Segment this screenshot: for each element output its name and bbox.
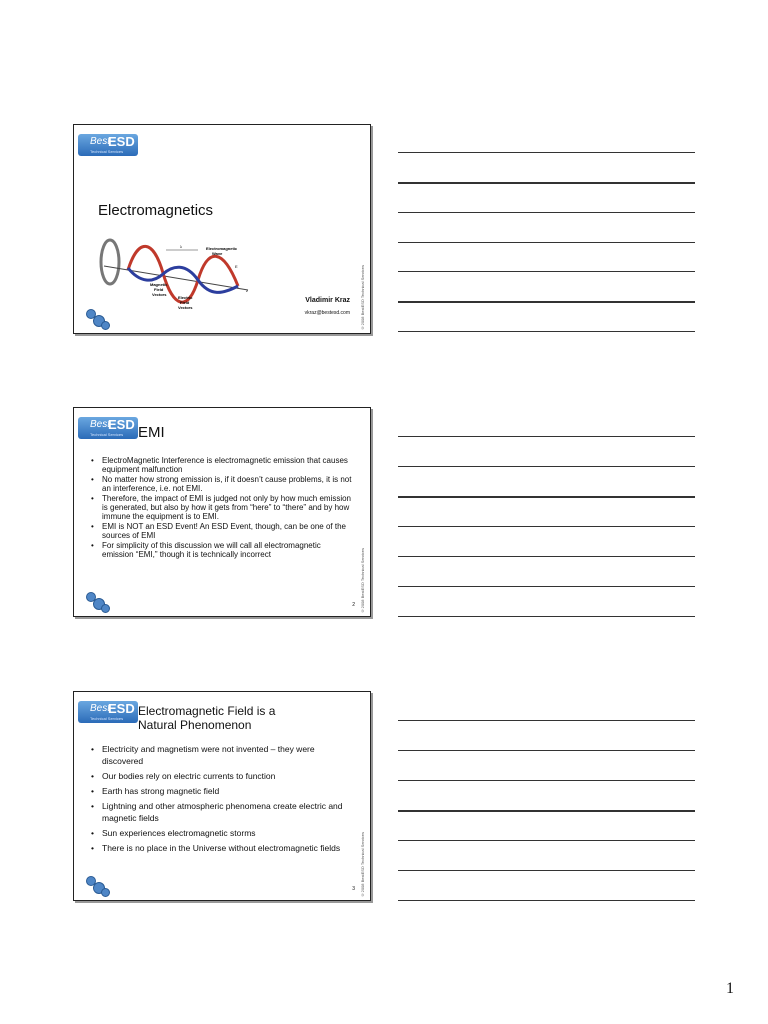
note-line: [398, 436, 695, 437]
slide-title-line2: Natural Phenomenon: [138, 718, 252, 732]
svg-text:Field: Field: [180, 300, 190, 305]
list-item: • Lightning and other atmospheric phenomena create electric and magnetic fields: [90, 800, 352, 824]
author-name: Vladimir Kraz: [305, 297, 350, 304]
note-line: [398, 152, 695, 153]
list-item: • Earth has strong magnetic field: [90, 785, 352, 797]
list-item: • Electricity and magnetism were not invented – they were discovered: [90, 743, 352, 767]
note-line: [398, 720, 695, 721]
note-line: [398, 212, 695, 213]
slide-number: 3: [352, 886, 355, 892]
gears-icon: [86, 309, 108, 329]
bestesd-logo: Best ESD Technical Services: [78, 134, 138, 156]
bestesd-logo: Best ESD Technical Services: [78, 701, 138, 723]
slide-1: [73, 124, 371, 334]
note-line: [398, 271, 695, 272]
slide-number: 2: [352, 602, 355, 608]
note-line: [398, 496, 695, 498]
bullet-list: [90, 456, 352, 560]
note-line: [398, 466, 695, 467]
note-line: [398, 242, 695, 243]
list-item: • For simplicity of this discussion we will call all electromagnetic emission “EMI,” though it is technically incorrect: [90, 541, 352, 559]
slide-title-line1: Electromagnetic Field is a: [138, 704, 276, 718]
svg-text:Vectors: Vectors: [152, 292, 167, 297]
note-line: [398, 586, 695, 587]
slide-title: EMI: [138, 424, 165, 441]
slide-title: Electromagnetics: [98, 202, 214, 219]
note-line: [398, 900, 695, 901]
list-item: • Therefore, the impact of EMI is judged not only by how much emission is generated, but also by how it gets from “here” to “there” and by how immune the equipment is to EMI.: [90, 494, 352, 521]
note-line: [398, 840, 695, 841]
svg-text:Vectors: Vectors: [178, 305, 193, 310]
gears-icon: [86, 876, 108, 896]
svg-text:λ: λ: [180, 244, 182, 249]
note-line: [398, 750, 695, 751]
svg-text:Electric: Electric: [178, 295, 193, 300]
svg-text:Magnetic: Magnetic: [150, 282, 168, 287]
copyright-text: ©2008 BestESD Technical Services: [360, 265, 365, 331]
gears-icon: [86, 592, 108, 612]
svg-text:Electromagnetic: Electromagnetic: [206, 246, 238, 251]
svg-text:z: z: [246, 288, 248, 293]
page-number: 1: [726, 980, 734, 997]
list-item: • Our bodies rely on electric currents to function: [90, 770, 352, 782]
bullet-list: [90, 743, 352, 855]
note-line: [398, 616, 695, 617]
note-line: [398, 301, 695, 303]
list-item: • ElectroMagnetic Interference is electromagnetic emission that causes equipment malfunction: [90, 456, 352, 474]
list-item: • EMI is NOT an ESD Event! An ESD Event, though, can be one of the sources of EMI: [90, 522, 352, 540]
list-item: • No matter how strong emission is, if it doesn’t cause problems, it is not an interference, i.e. not EMI.: [90, 475, 352, 493]
copyright-text: ©2008 BestESD Technical Services: [360, 832, 365, 898]
slide-3: [73, 691, 371, 901]
list-item: • Sun experiences electromagnetic storms: [90, 827, 352, 839]
note-line: [398, 870, 695, 871]
note-line: [398, 331, 695, 332]
note-line: [398, 526, 695, 527]
list-item: • There is no place in the Universe without electromagnetic fields: [90, 842, 352, 854]
slide-2: [73, 407, 371, 617]
author-email: vkraz@bestesd.com: [304, 310, 350, 316]
bestesd-logo: Best ESD Technical Services: [78, 417, 138, 439]
copyright-text: ©2008 BestESD Technical Services: [360, 548, 365, 614]
note-line: [398, 182, 695, 184]
svg-text:E: E: [235, 264, 238, 269]
note-line: [398, 810, 695, 812]
svg-text:Field: Field: [154, 287, 164, 292]
electromagnetic-wave-diagram: [98, 228, 278, 318]
note-line: [398, 780, 695, 781]
svg-text:Wave: Wave: [212, 251, 223, 256]
note-line: [398, 556, 695, 557]
